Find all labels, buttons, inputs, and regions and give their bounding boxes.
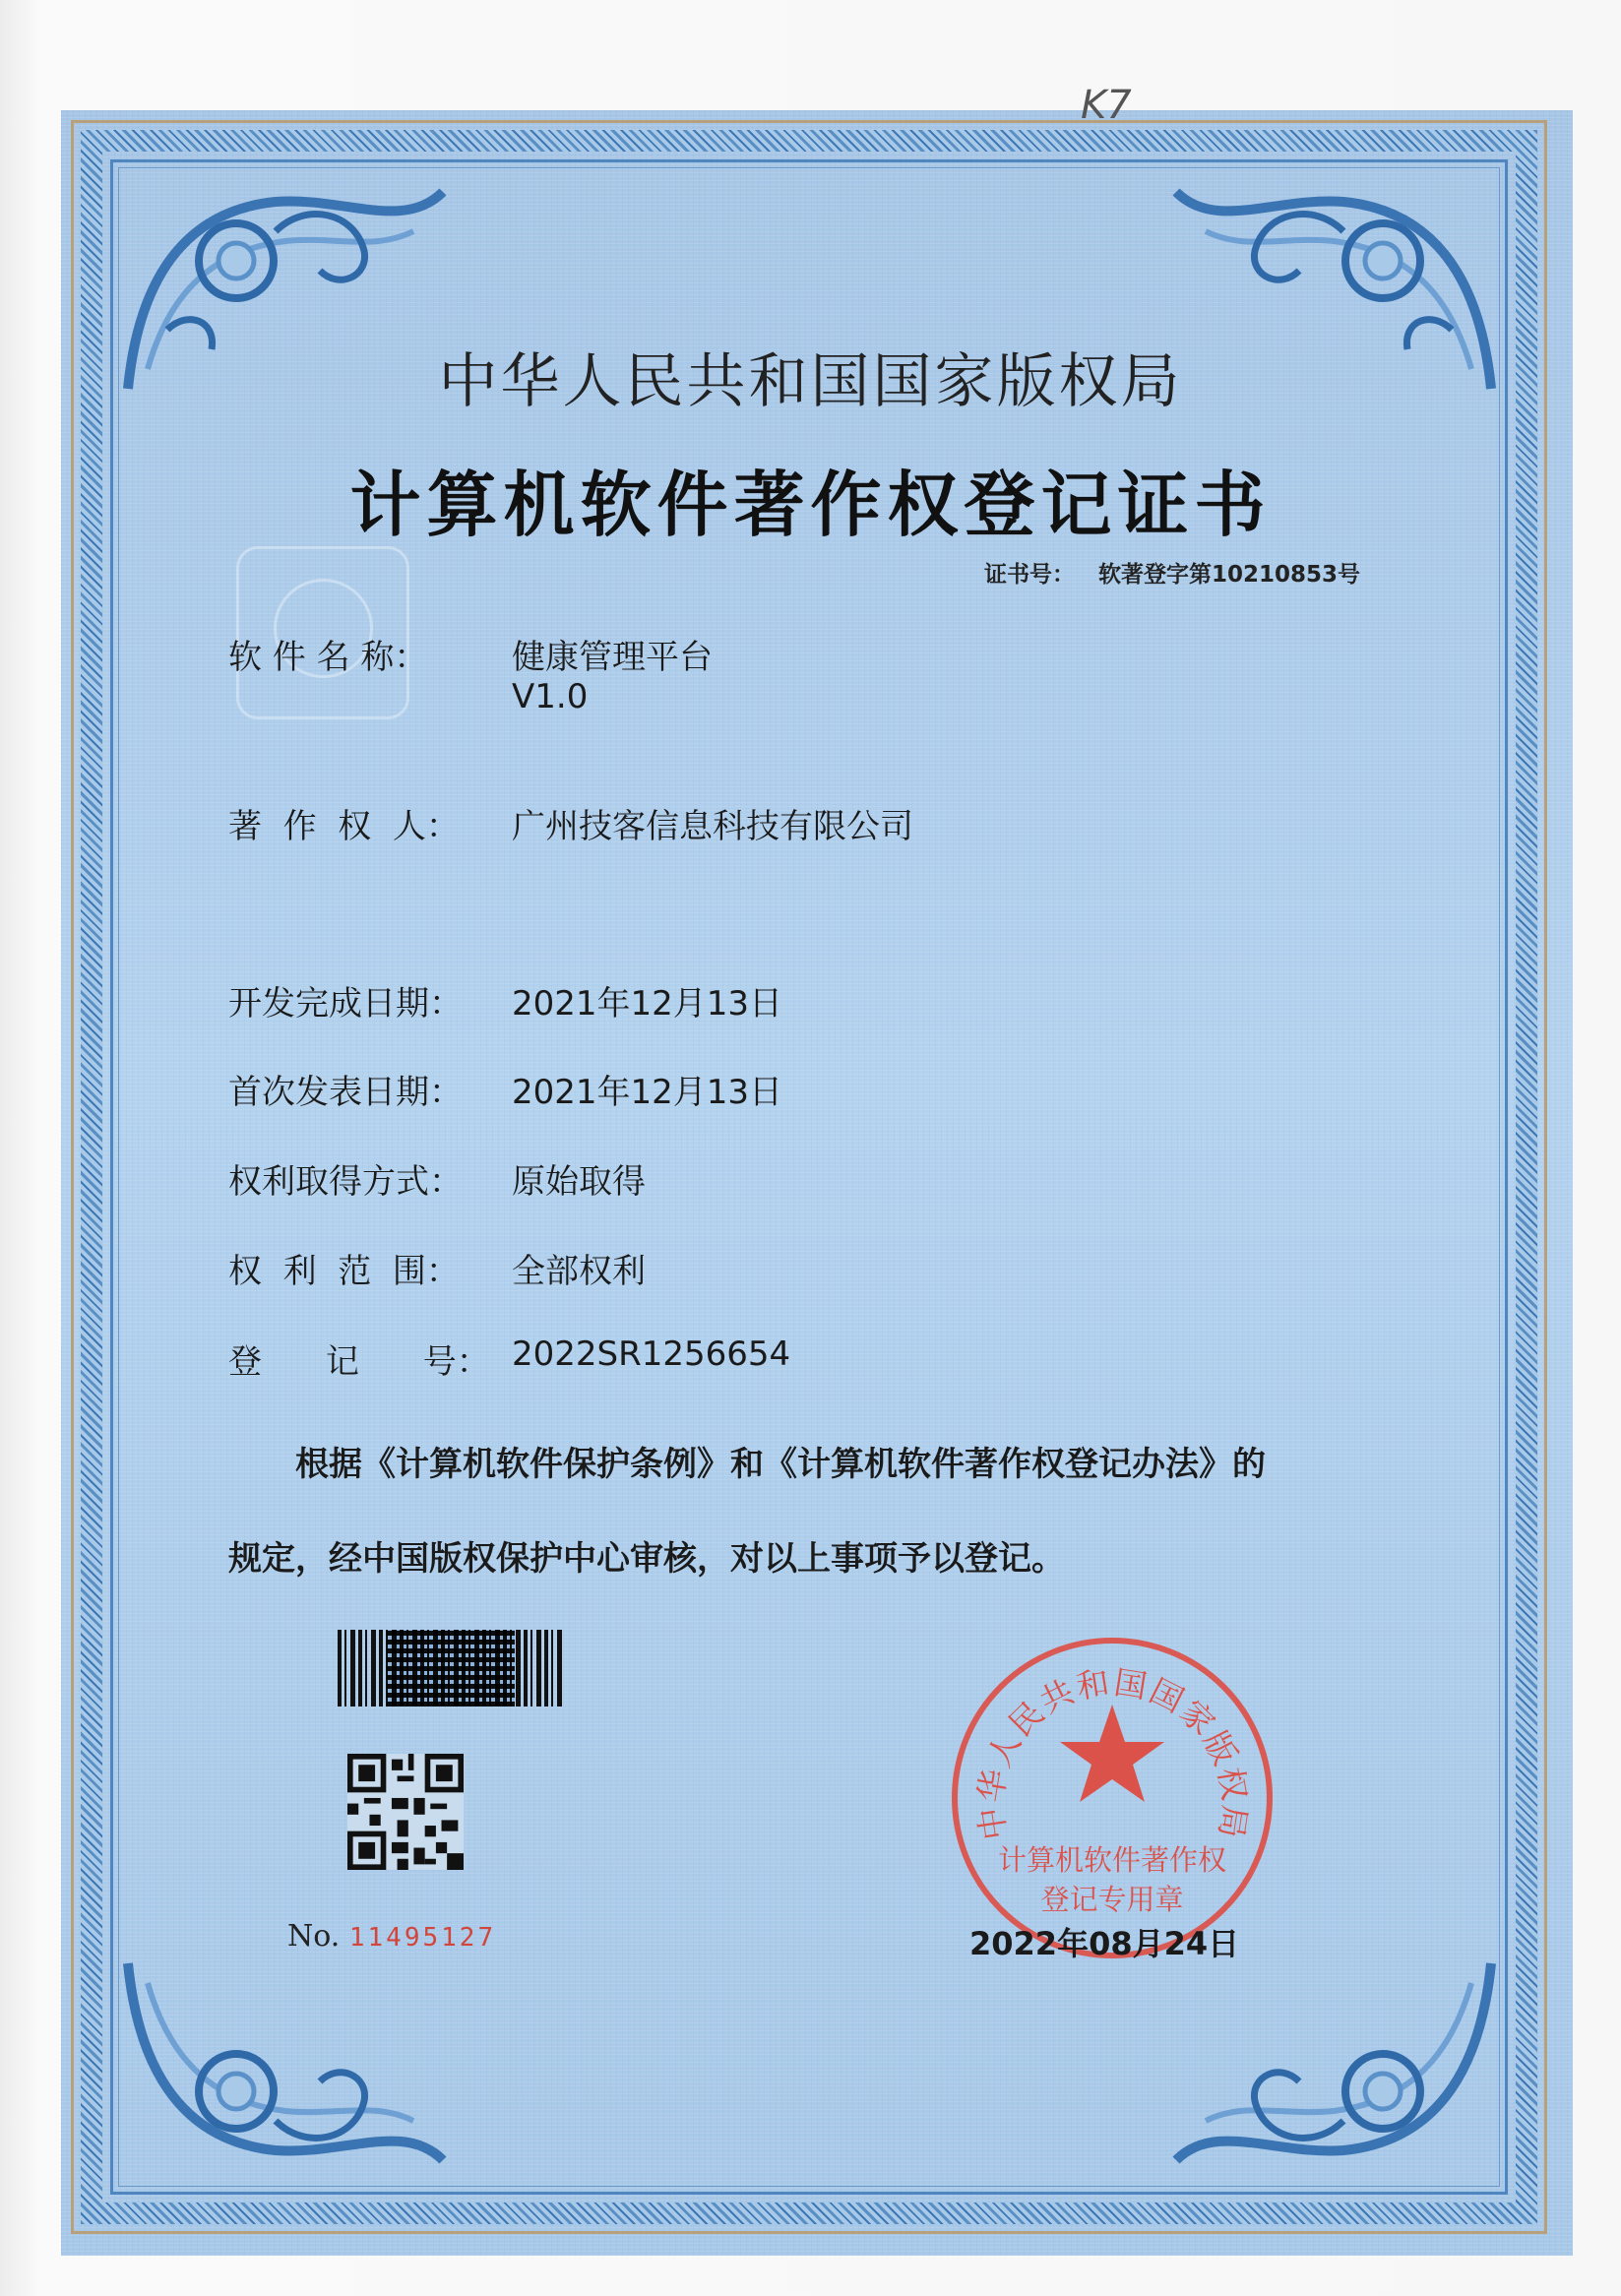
serial-number: [287, 1919, 496, 1954]
handwritten-mark: K7: [1081, 83, 1132, 128]
completion-date-value: 2021年12月13日: [512, 984, 783, 1024]
publication-date-label: 首次发表日期：: [228, 1073, 463, 1112]
registration-number-value: 2022SR1256654: [512, 1334, 791, 1374]
official-seal: [948, 1634, 1278, 1963]
seal-star-icon: [1060, 1705, 1164, 1802]
rights-scope-value: 全部权利: [512, 1252, 646, 1291]
acquisition-method-value: 原始取得: [512, 1162, 646, 1202]
qr-code: [347, 1754, 464, 1870]
certificate-number: [984, 556, 1360, 589]
barcode: [338, 1630, 562, 1706]
seal-ring-text: 中华人民共和国国家版权局: [970, 1662, 1255, 1843]
serial-value: 11495127: [348, 1923, 497, 1953]
acquisition-method-label: 权利取得方式：: [228, 1162, 463, 1202]
publication-date-value: 2021年12月13日: [512, 1073, 783, 1112]
issue-date: 2022年08月24日: [969, 1925, 1240, 1962]
software-name-label: 软 件 名 称：: [228, 638, 428, 677]
corner-ornament: [118, 1954, 453, 2180]
certificate-number-value: 软著登字第10210853号: [1098, 562, 1361, 588]
completion-date-label: 开发完成日期：: [228, 984, 463, 1024]
corner-ornament: [1166, 1954, 1501, 2180]
seal-inner-line-1: 计算机软件著作权: [997, 1843, 1227, 1877]
software-name-value: 健康管理平台: [512, 638, 713, 677]
certificate-title: 计算机软件著作权登记证书: [349, 464, 1272, 546]
certificate-number-label: 证书号：: [984, 562, 1075, 588]
seal-inner-line-2: 登记专用章: [1040, 1883, 1184, 1916]
statement-line-1: 根据《计算机软件保护条例》和《计算机软件著作权登记办法》的: [295, 1445, 1266, 1484]
issuing-authority: 中华人民共和国国家版权局: [438, 347, 1183, 416]
rights-scope-label: 权 利 范 围：: [228, 1252, 460, 1291]
software-version-value: V1.0: [512, 677, 589, 716]
copyright-owner-value: 广州技客信息科技有限公司: [512, 807, 913, 846]
copyright-owner-label: 著 作 权 人：: [228, 807, 460, 846]
registration-number-label: 登 记 号：: [228, 1342, 490, 1382]
serial-prefix: No.: [287, 1919, 341, 1954]
statement-line-2: 规定，经中国版权保护中心审核，对以上事项予以登记。: [228, 1539, 1065, 1579]
